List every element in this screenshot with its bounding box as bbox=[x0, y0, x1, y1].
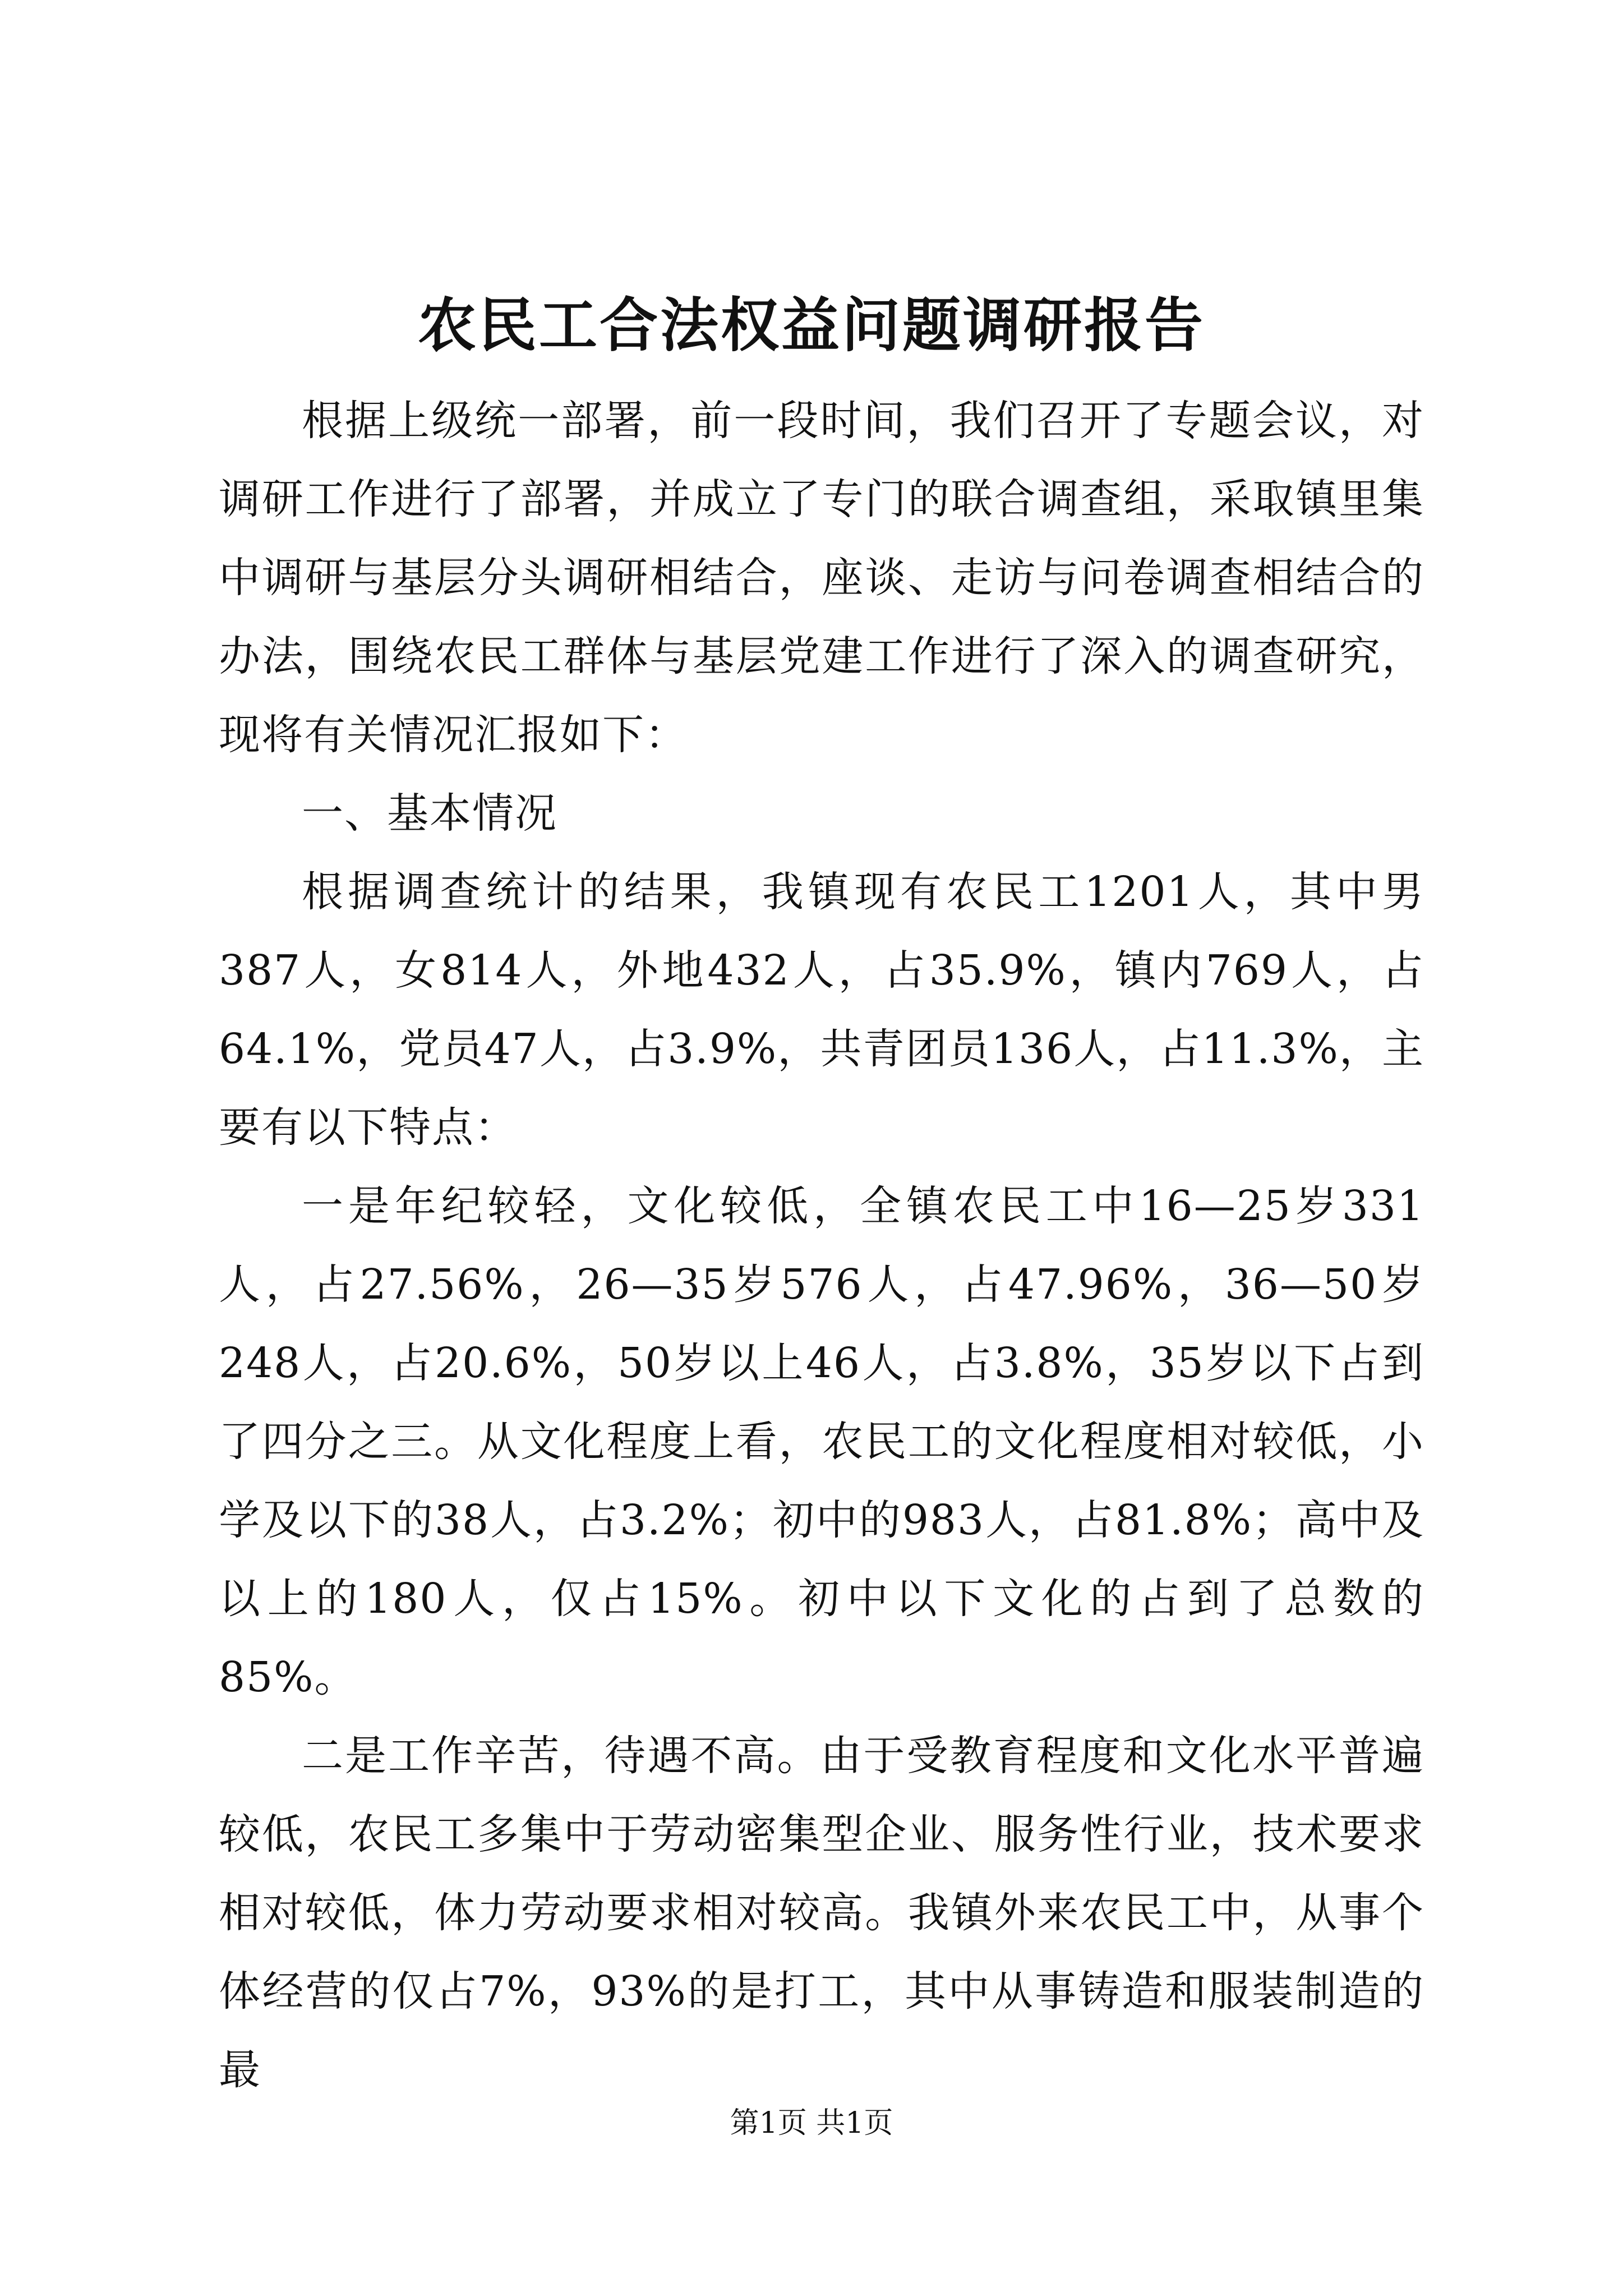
section-heading-basic-situation: 一、基本情况 bbox=[302, 789, 557, 838]
paragraph-intro: 根据上级统一部署，前一段时间，我们召开了专题会议，对调研工作进行了部署，并成立了专门的联合调查组，采取镇里集中调研与基层分头调研相结合，座谈、走访与问卷调查相结合的办法，围绕农民工群体与基层党建工作进行了深入的调查研究，现将有关情况汇报如下： bbox=[219, 397, 1424, 759]
document-body bbox=[219, 381, 1424, 2109]
page-footer: 第1页 共1页 bbox=[730, 2106, 893, 2140]
paragraph-work-conditions: 二是工作辛苦，待遇不高。由于受教育程度和文化水平普遍较低，农民工多集中于劳动密集型企业、服务性行业，技术要求相对较低，体力劳动要求相对较高。我镇外来农民工中，从事个体经营的仅占7%，93%的是打工，其中从事铸造和服装制造的最 bbox=[219, 1732, 1424, 2094]
document-title: 农民工合法权益问题调研报告 bbox=[417, 291, 1205, 360]
paragraph-statistics: 根据调查统计的结果，我镇现有农民工1201人，其中男387人，女814人，外地432人，占35.9%，镇内769人，占64.1%，党员47人，占3.9%，共青团员136人，占11.3%，主要有以下特点： bbox=[219, 868, 1424, 1152]
paragraph-age-education: 一是年纪较轻，文化较低，全镇农民工中16—25岁331人，占27.56%，26—35岁576人，占47.96%，36—50岁248人，占20.6%，50岁以上46人，占3.8%，35岁以下占到了四分之三。从文化程度上看，农民工的文化程度相对较低，小学及以下的38人，占3.2%；初中的983人，占81.8%；高中及以上的180人，仅占15%。初中以下文化的占到了总数的85%。 bbox=[219, 1182, 1424, 1701]
